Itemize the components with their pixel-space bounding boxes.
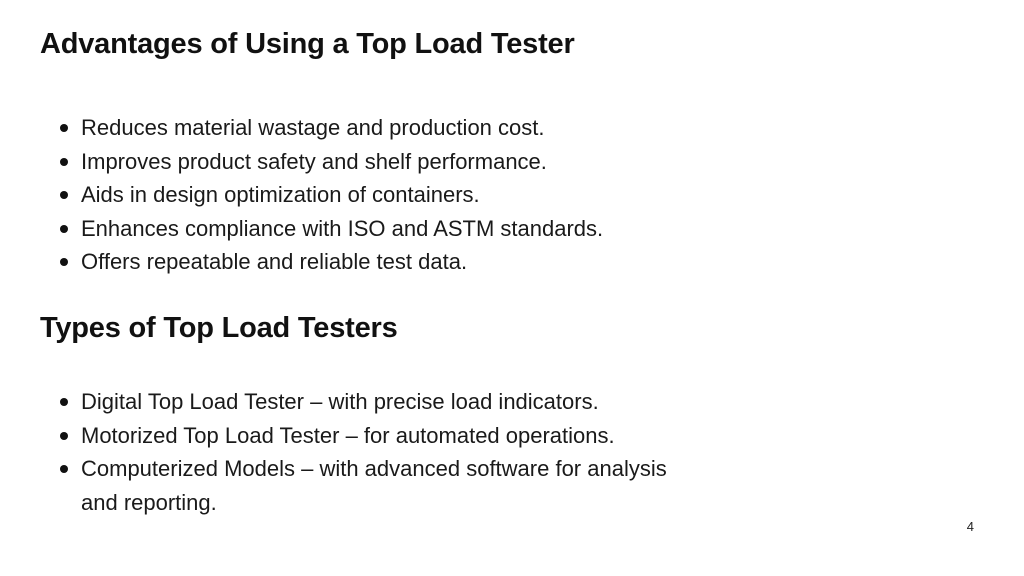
list-item [60, 111, 760, 145]
list-item [60, 245, 760, 279]
bullet-dot-icon [60, 158, 68, 166]
bullet-dot-icon [60, 124, 68, 132]
list-item-text: Digital Top Load Tester – with precise load indicators. [81, 389, 599, 414]
list-item [60, 212, 760, 246]
bullet-dot-icon [60, 191, 68, 199]
advantages-list [60, 111, 760, 279]
list-item-text: Offers repeatable and reliable test data. [81, 249, 468, 275]
list-item-text: Motorized Top Load Tester – for automated operations. [81, 422, 615, 448]
list-item [60, 145, 760, 179]
bullet-dot-icon [60, 258, 68, 266]
list-item-text: Enhances compliance with ISO and ASTM standards. [81, 215, 604, 241]
bullet-dot-icon [60, 225, 68, 233]
list-item-text: Improves product safety and shelf performance. [81, 148, 547, 174]
bullet-dot-icon [60, 432, 68, 440]
bullet-dot-icon [60, 398, 68, 406]
page-number: 4 [966, 519, 974, 534]
bullet-dot-icon [60, 465, 68, 473]
list-item [60, 385, 760, 419]
list-item [60, 452, 701, 519]
list-item-text: Reduces material wastage and production cost. [81, 115, 545, 140]
list-item [60, 419, 760, 453]
list-item-text: Aids in design optimization of containers. [81, 182, 480, 208]
types-heading: Types of Top Load Testers [40, 312, 398, 344]
types-list [60, 385, 760, 519]
list-item [60, 178, 760, 212]
list-item-text: Computerized Models – with advanced software for analysis and reporting. [81, 456, 667, 515]
advantages-heading: Advantages of Using a Top Load Tester [40, 28, 575, 60]
